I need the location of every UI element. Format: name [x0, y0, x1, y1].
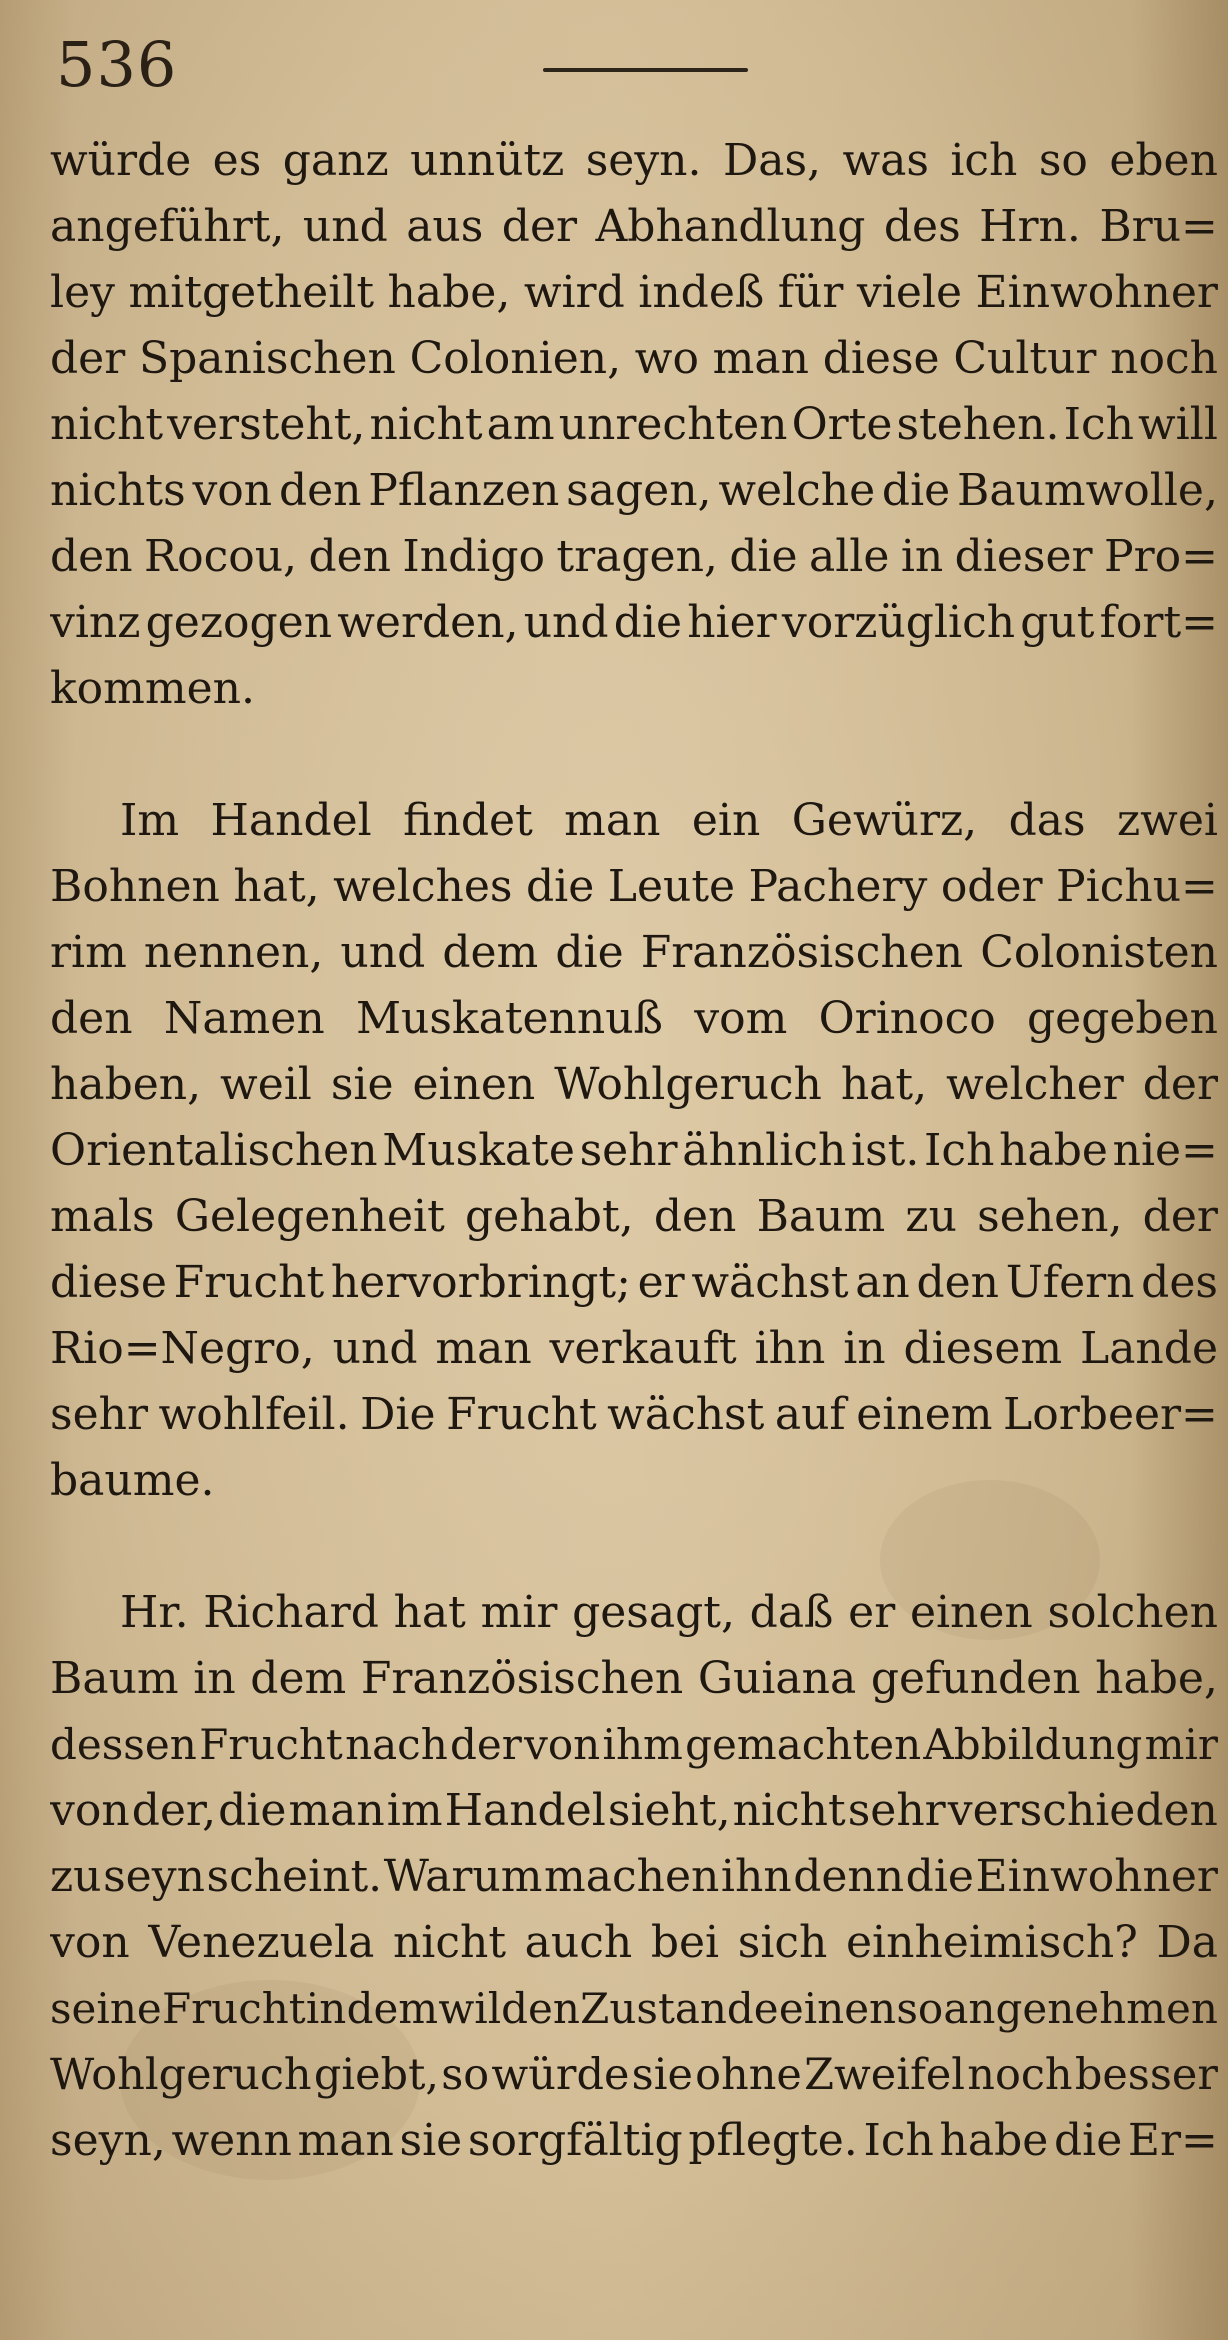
word: am [486, 399, 555, 450]
word: gehabt, [465, 1191, 634, 1242]
word: einem [856, 1389, 993, 1440]
word: von [192, 465, 273, 516]
text-line [50, 1382, 1218, 1448]
word: von [524, 1720, 601, 1769]
word: Zweifel [804, 2050, 966, 2100]
word: wo [634, 333, 699, 384]
word: des [1141, 1257, 1218, 1308]
word: der [1142, 1191, 1218, 1242]
word: gefunden [870, 1653, 1081, 1704]
word: habe [939, 2115, 1049, 2166]
text-line [50, 1712, 1218, 1778]
word: wächst [607, 1389, 765, 1440]
word: Im [120, 795, 180, 846]
word: unrechten [558, 399, 788, 450]
word: einen [778, 1984, 897, 2033]
word: alle [809, 531, 890, 582]
word: will [1138, 399, 1218, 450]
text-line [50, 1646, 1218, 1712]
word: zu [905, 1191, 957, 1242]
word: die [613, 597, 683, 648]
word: dem [346, 1984, 439, 2033]
word: den [278, 465, 362, 516]
word: noch [1110, 333, 1218, 384]
word: Gewürz, [791, 795, 978, 846]
text-line [50, 326, 1218, 392]
word: Ich [924, 1125, 995, 1176]
text-line [50, 260, 1218, 326]
word: ein [691, 795, 761, 846]
word: sehen, [977, 1191, 1123, 1242]
text-line [50, 590, 1218, 656]
word: hat, [840, 1059, 928, 1110]
word: Französischen [360, 1653, 684, 1704]
word: man [712, 333, 809, 384]
word: hat [393, 1587, 466, 1638]
word: und [332, 1323, 418, 1374]
word: es [212, 135, 262, 186]
word: seyn [103, 1851, 205, 1902]
word: man [297, 2115, 394, 2166]
word: Wohlgeruch [50, 2050, 312, 2100]
text-line [50, 854, 1218, 920]
word: tragen, [556, 531, 718, 582]
word: versteht, [167, 399, 366, 450]
text-line [50, 1118, 1218, 1184]
word: Er= [1127, 2115, 1218, 2166]
word: sehr [579, 1125, 678, 1176]
text-line [50, 1580, 1218, 1646]
word: sieht, [607, 1785, 731, 1836]
word: von [50, 1917, 130, 1968]
word: der [1142, 1059, 1218, 1110]
word: Venezuela [148, 1917, 375, 1968]
word: den [50, 993, 133, 1044]
word: ihn [720, 1851, 792, 1902]
word: ohne [695, 2050, 802, 2100]
word: Pflanzen [368, 465, 560, 516]
word: Baum [756, 1191, 886, 1242]
text-line [50, 1250, 1218, 1316]
word: die [525, 861, 595, 912]
word: Das, [722, 135, 822, 186]
word: den [653, 1191, 737, 1242]
word: in [900, 531, 944, 582]
page-number: 536 [56, 28, 178, 101]
word: welche [718, 465, 876, 516]
word: der, [131, 1785, 217, 1836]
word: aus [406, 201, 484, 252]
word: verkauft [549, 1323, 737, 1374]
text-line [50, 1316, 1218, 1382]
word: nach [345, 1720, 448, 1769]
word: Orientalischen [50, 1125, 378, 1176]
word: die [729, 531, 798, 582]
word: nicht [392, 1917, 507, 1968]
word: wächst [691, 1257, 849, 1308]
word: Die [360, 1389, 436, 1440]
text-line [50, 1184, 1218, 1250]
word: hier [687, 597, 777, 648]
word: denn [793, 1851, 905, 1902]
text-line [50, 392, 1218, 458]
word: diesem [903, 1323, 1063, 1374]
text-line [50, 2108, 1218, 2174]
word: die [218, 1785, 287, 1836]
word: ley [50, 267, 115, 318]
word: Warum [383, 1851, 543, 1902]
word: Muskate [382, 1125, 575, 1176]
word: gezogen [145, 597, 333, 648]
text-line [50, 128, 1218, 194]
word: Lande [1079, 1323, 1218, 1374]
text-line: kommen. [50, 663, 255, 714]
word: vorzüglich [781, 597, 1016, 648]
word: nicht [369, 399, 483, 450]
text-line [50, 920, 1218, 986]
word: sich [737, 1917, 828, 1968]
word: an [855, 1257, 910, 1308]
word: Gelegenheit [174, 1191, 445, 1242]
text-line [50, 1052, 1218, 1118]
text-line [50, 1844, 1218, 1910]
word: unnütz [410, 135, 565, 186]
word: Frucht [161, 1984, 306, 2033]
word: Ich [1063, 399, 1134, 450]
word: Französischen [640, 927, 964, 978]
word: gut [1020, 597, 1095, 648]
word: man [288, 1785, 385, 1836]
body-text [50, 128, 1218, 2174]
word: Frucht [173, 1257, 325, 1308]
word: habe, [387, 267, 511, 318]
word: was [842, 135, 929, 186]
word: Ufern [1005, 1257, 1135, 1308]
word: sehr [847, 1785, 946, 1836]
word: machen [544, 1851, 720, 1902]
word: sie [399, 2115, 463, 2166]
word: dessen [50, 1720, 197, 1769]
word: wohlfeil. [158, 1389, 350, 1440]
word: den [916, 1257, 1000, 1308]
word: man [435, 1323, 532, 1374]
word: Handel [444, 1785, 606, 1836]
word: sie [330, 1059, 394, 1110]
word: welcher [945, 1059, 1124, 1110]
word: scheint. [206, 1851, 383, 1902]
word: der [501, 201, 578, 252]
word: Abbildung [923, 1720, 1143, 1769]
word: in [305, 1984, 347, 2033]
text-line [50, 1976, 1218, 2042]
word: einheimisch? [846, 1917, 1138, 1968]
word: auch [524, 1917, 633, 1968]
word: ganz [282, 135, 389, 186]
word: die [555, 927, 624, 978]
word: von [50, 1785, 130, 1836]
header-rule [543, 68, 748, 72]
word: ihn [754, 1323, 826, 1374]
text-line [50, 788, 1218, 854]
text-line [50, 986, 1218, 1052]
word: er [848, 1587, 896, 1638]
word: nicht [732, 1785, 846, 1836]
word: für [777, 267, 844, 318]
word: nennen, [143, 927, 324, 978]
word: man [564, 795, 661, 846]
text-line [50, 2042, 1218, 2108]
word: stehen. [896, 399, 1060, 450]
word: und [302, 201, 388, 252]
word: Hr. [120, 1587, 189, 1638]
word: Cultur [953, 333, 1097, 384]
word: pflegte. [688, 2115, 858, 2166]
word: im [386, 1785, 443, 1836]
word: das [1008, 795, 1086, 846]
word: Einwohner [975, 1851, 1218, 1902]
word: wird [523, 267, 625, 318]
word: besser [1074, 2050, 1218, 2100]
word: Namen [163, 993, 325, 1044]
word: Leute [607, 861, 736, 912]
word: Pro= [1104, 531, 1218, 582]
word: Frucht [446, 1389, 597, 1440]
word: so [1038, 135, 1088, 186]
text-line: baume. [50, 1455, 215, 1506]
word: Guiana [697, 1653, 857, 1704]
word: rim [50, 927, 127, 978]
word: Da [1156, 1917, 1218, 1968]
word: ich [950, 135, 1018, 186]
word: Abhandlung [595, 201, 866, 252]
word: weil [220, 1059, 312, 1110]
word: ihm [602, 1720, 683, 1769]
word: sagen, [566, 465, 712, 516]
word: einen [909, 1587, 1033, 1638]
word: diese [50, 1257, 167, 1308]
word: angenehmen [943, 1984, 1218, 2033]
word: noch [967, 2050, 1073, 2100]
word: daß [749, 1587, 834, 1638]
word: die [1053, 2115, 1123, 2166]
word: Colonien, [409, 333, 622, 384]
word: die [881, 465, 951, 516]
word: nichts [50, 465, 186, 516]
paragraph-gap [50, 722, 1218, 788]
word: den [50, 531, 133, 582]
word: so [896, 1984, 944, 2033]
word: Pichu= [1056, 861, 1218, 912]
word: ähnlich [682, 1125, 847, 1176]
word: Indigo [402, 531, 546, 582]
word: diese [822, 333, 940, 384]
paragraph-gap [50, 1514, 1218, 1580]
word: sorgfältig [467, 2115, 683, 2166]
word: werden, [337, 597, 519, 648]
word: in [193, 1653, 236, 1704]
word: eben [1109, 135, 1218, 186]
text-line [50, 194, 1218, 260]
word: angeführt, [50, 201, 285, 252]
word: Ich [863, 2115, 934, 2166]
word: oder [940, 861, 1043, 912]
word: Baum [50, 1653, 179, 1704]
word: mals [50, 1191, 155, 1242]
word: viele [856, 267, 963, 318]
word: den [308, 531, 391, 582]
word: dem [442, 927, 539, 978]
word: Handel [210, 795, 372, 846]
word: dieser [954, 531, 1093, 582]
text-line [50, 524, 1218, 590]
word: nicht [50, 399, 164, 450]
word: würde [50, 135, 192, 186]
word: Spanischen [138, 333, 396, 384]
word: einen [412, 1059, 536, 1110]
word: Rocou, [143, 531, 298, 582]
word: wilden [438, 1984, 580, 2033]
word: giebt, [313, 2050, 440, 2100]
word: mir [480, 1587, 558, 1638]
word: bei [650, 1917, 720, 1968]
word: er [637, 1257, 685, 1308]
word: sie [631, 2050, 693, 2100]
word: haben, [50, 1059, 202, 1110]
word: seyn, [50, 2115, 166, 2166]
word: so [441, 2050, 490, 2100]
word: auf [774, 1389, 846, 1440]
word: welches [333, 861, 513, 912]
word: und [523, 597, 609, 648]
word: ist. [851, 1125, 920, 1176]
word: Zustande [580, 1984, 779, 2033]
word: seine [50, 1984, 162, 2033]
word: wenn [171, 2115, 292, 2166]
word: zu [50, 1851, 102, 1902]
word: Bru= [1099, 201, 1218, 252]
word: Orte [791, 399, 893, 450]
word: Colonisten [980, 927, 1218, 978]
word: hervorbringt; [330, 1257, 631, 1308]
word: Pachery [748, 861, 928, 912]
word: habe [999, 1125, 1108, 1176]
word: vom [694, 993, 788, 1044]
text-line [50, 1778, 1218, 1844]
word: solchen [1047, 1587, 1218, 1638]
word: Einwohner [975, 267, 1218, 318]
word: indeß [638, 267, 765, 318]
word: mitgetheilt [128, 267, 375, 318]
word: hat, [233, 861, 320, 912]
word: Wohlgeruch [554, 1059, 822, 1110]
word: Muskatennuß [355, 993, 663, 1044]
word: Baumwolle, [956, 465, 1218, 516]
word: mir [1144, 1720, 1218, 1769]
word: verschieden [947, 1785, 1218, 1836]
word: Frucht [199, 1720, 343, 1769]
word: die [905, 1851, 974, 1902]
word: Hrn. [979, 201, 1081, 252]
word: Rio=Negro, [50, 1323, 315, 1374]
word: des [883, 201, 961, 252]
word: fort= [1099, 597, 1218, 648]
word: nie= [1112, 1125, 1218, 1176]
word: der [50, 333, 126, 384]
word: der [450, 1720, 522, 1769]
word: gesagt, [572, 1587, 735, 1638]
word: Lorbeer= [1003, 1389, 1218, 1440]
word: sehr [50, 1389, 148, 1440]
word: würde [491, 2050, 630, 2100]
word: gegeben [1027, 993, 1218, 1044]
word: Orinoco [818, 993, 996, 1044]
word: habe, [1095, 1653, 1218, 1704]
word: in [843, 1323, 886, 1374]
word: Richard [203, 1587, 379, 1638]
word: zwei [1116, 795, 1218, 846]
word: gemachten [685, 1720, 922, 1769]
word: Bohnen [50, 861, 220, 912]
text-line [50, 458, 1218, 524]
word: und [340, 927, 426, 978]
text-line [50, 1910, 1218, 1976]
word: findet [403, 795, 533, 846]
word: dem [250, 1653, 347, 1704]
word: seyn. [585, 135, 702, 186]
word: vinz [50, 597, 141, 648]
